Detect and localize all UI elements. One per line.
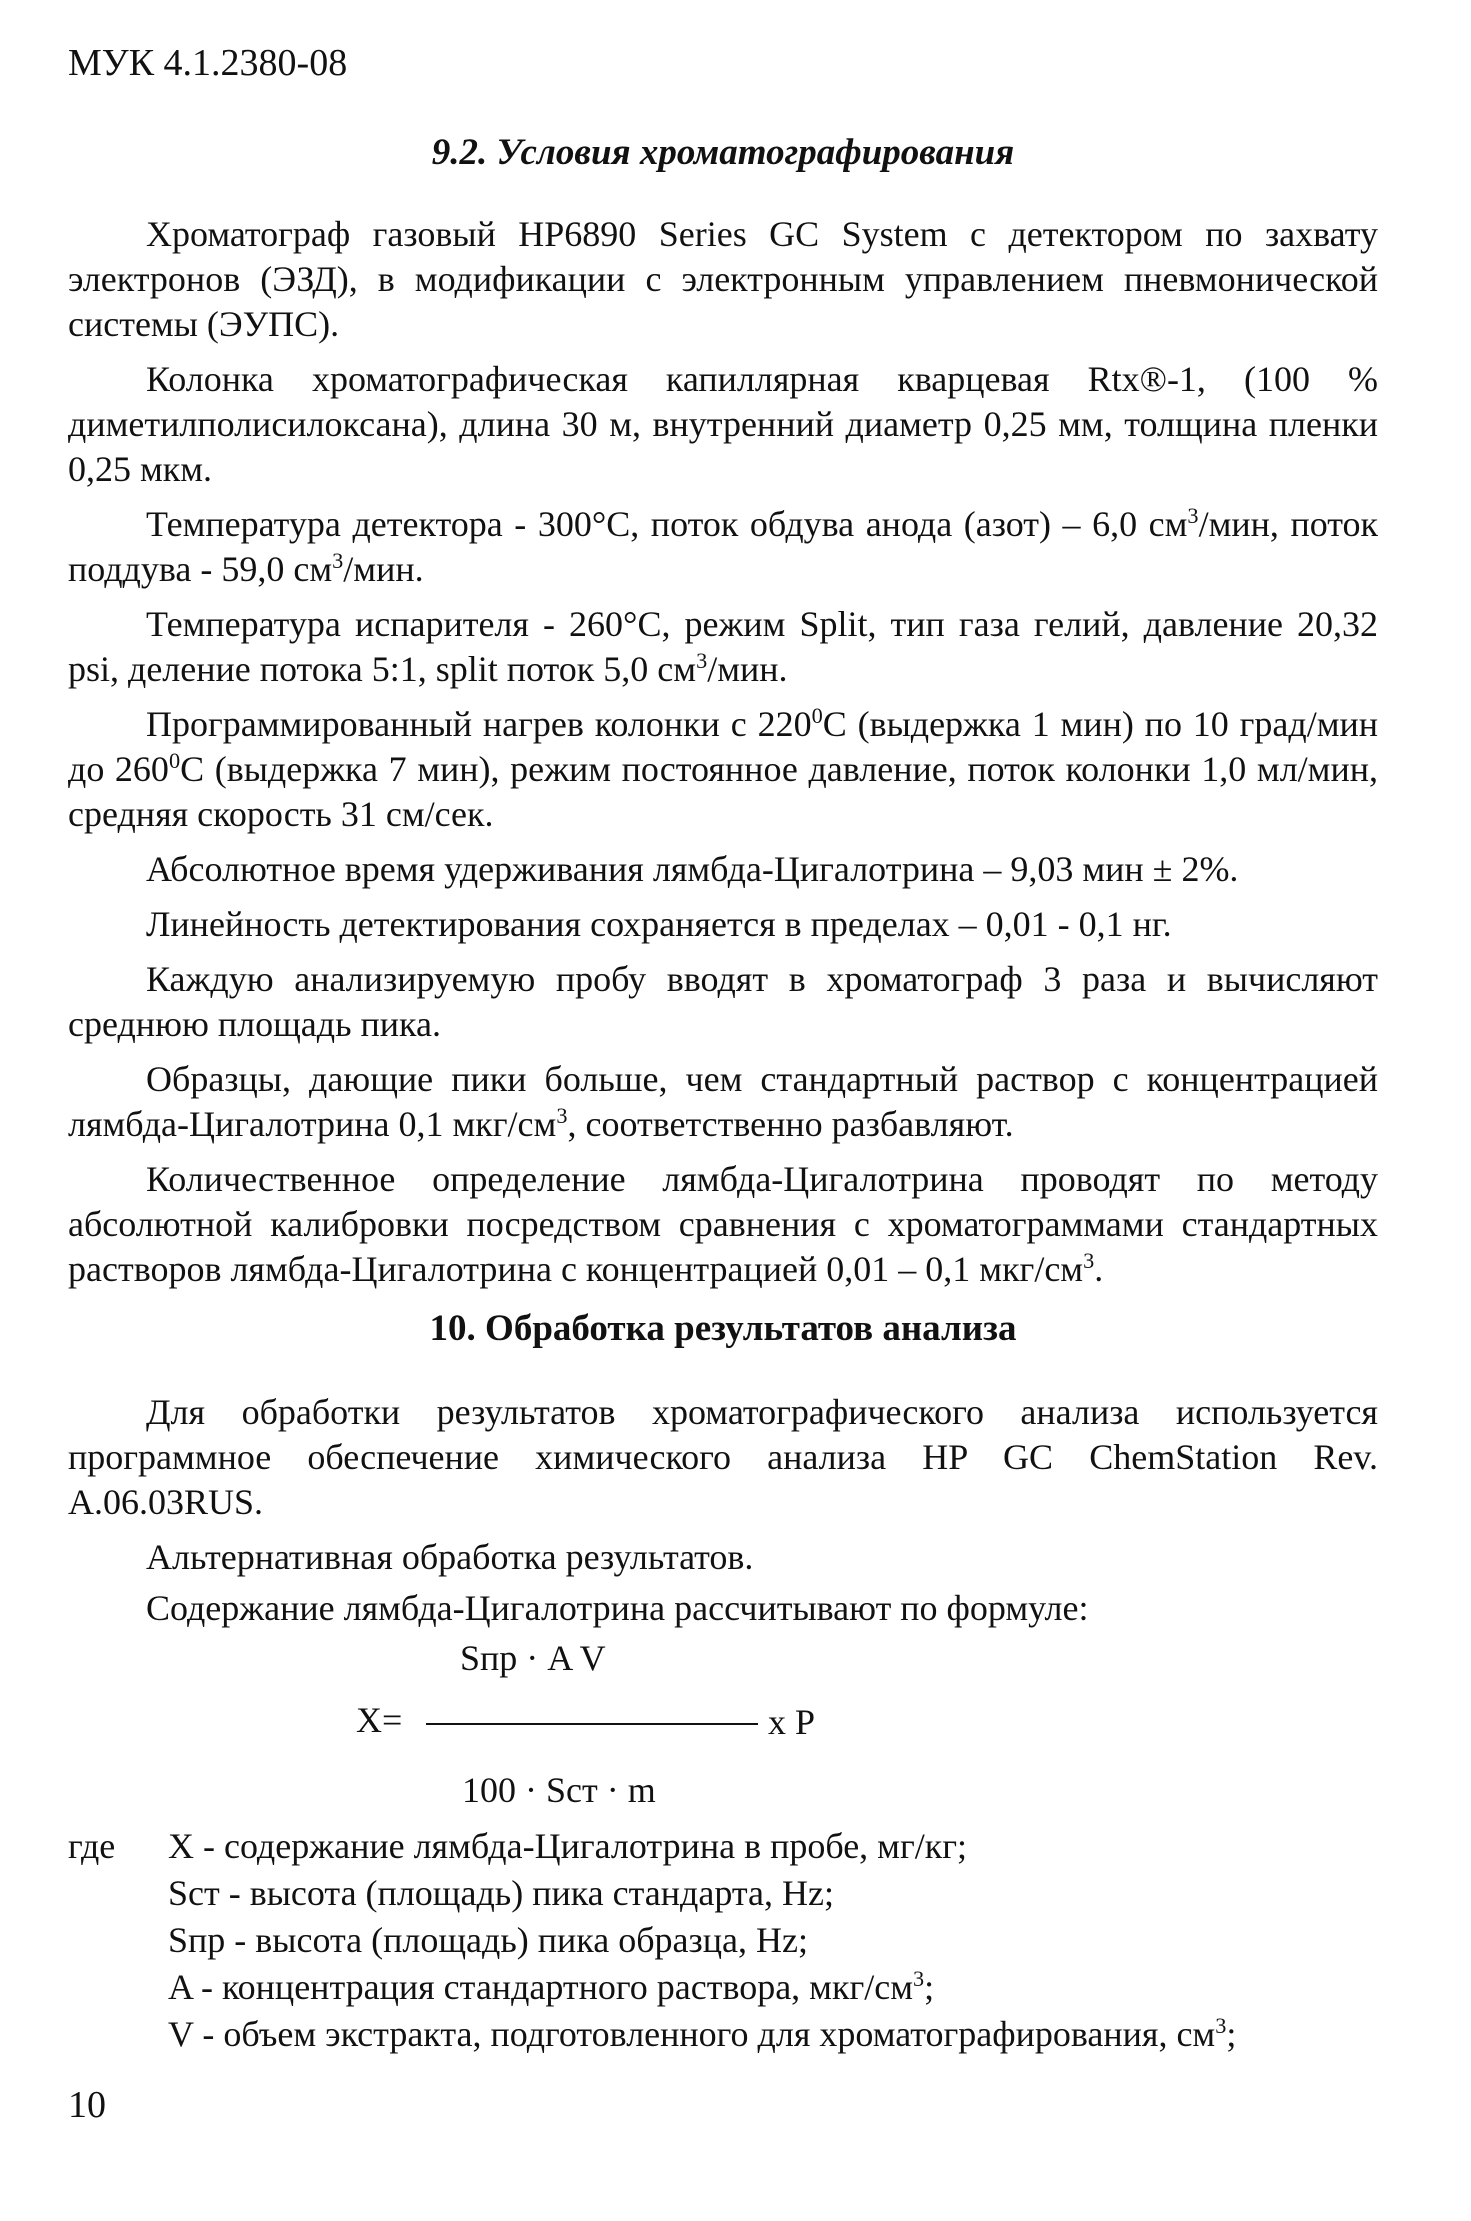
text-segment: A - концентрация стандартного раствора, мкг/см	[168, 1967, 913, 2007]
paragraph-chromatograph: Хроматограф газовый HP6890 Series GC System с детектором по захвату электронов (ЭЗД), в модификации с электронным управлением пневмонической системы (ЭУПС).	[68, 214, 1378, 344]
paragraph-detector-temperature	[68, 502, 1378, 592]
section-9-2-title: 9.2. Условия хроматографирования	[431, 132, 1015, 173]
paragraph-retention-time: Абсолютное время удерживания лямбда-Цигалотрина – 9,03 мин ± 2%.	[146, 849, 1239, 889]
text-segment: /мин, поток поддува - 59,0 см	[68, 504, 1378, 589]
definition-item	[168, 1964, 1378, 2011]
formula-numerator: Sпр · A V	[460, 1638, 606, 1678]
superscript: 3	[696, 648, 708, 673]
definition-item: Sпр - высота (площадь) пика образца, Hz;	[168, 1920, 808, 1960]
definition-item	[168, 2011, 1378, 2058]
document-page	[68, 40, 1378, 2058]
document-code-header: МУК 4.1.2380-08	[68, 42, 348, 84]
formula-lhs: X=	[356, 1700, 403, 1740]
text-segment: V - объем экстракта, подготовленного для хроматографирования, см	[168, 2014, 1216, 2054]
superscript: 3	[556, 1103, 568, 1128]
formula-denominator: 100 · Sст · m	[462, 1770, 656, 1810]
variable-definitions	[68, 1823, 1378, 2058]
text-segment: ;	[924, 1967, 935, 2007]
text-segment: Количественное определение лямбда-Цигалотрина проводят по методу абсолютной калибровки посредством сравнения с хроматограммами стандартных растворов лямбда-Цигалотрина с концентрацией 0,01 – 0,1 мкг/см	[68, 1159, 1378, 1289]
fraction-bar	[426, 1723, 758, 1725]
text-segment: /мин.	[343, 549, 424, 589]
text-segment: ;	[1226, 2014, 1237, 2054]
superscript: 3	[1187, 503, 1199, 528]
section-10-title: 10. Обработка результатов анализа	[429, 1308, 1017, 1349]
definition-item: Sст - высота (площадь) пика стандарта, Hz;	[168, 1873, 834, 1913]
definition-item: X - содержание лямбда-Цигалотрина в пробе, мг/кг;	[168, 1826, 967, 1866]
paragraph-quantification	[68, 1157, 1378, 1292]
formula-multiplier: x P	[768, 1702, 816, 1742]
paragraph-column: Колонка хроматографическая капиллярная кварцевая Rtx®-1, (100 % диметилполисилоксана), длина 30 м, внутренний диаметр 0,25 мм, толщина пленки 0,25 мкм.	[68, 359, 1378, 489]
text-segment: Программированный нагрев колонки с 220	[146, 704, 812, 744]
paragraph-linearity: Линейность детектирования сохраняется в пределах – 0,01 - 0,1 нг.	[146, 904, 1172, 944]
superscript: 3	[912, 1966, 925, 1991]
definition-list	[168, 1823, 1378, 2058]
paragraph-software: Для обработки результатов хроматографического анализа используется программное обеспечение химического анализа HP GC ChemStation Rev. A.06.03RUS.	[68, 1392, 1378, 1522]
text-segment: , соответственно разбавляют.	[567, 1104, 1014, 1144]
page-number: 10	[68, 2084, 106, 2126]
paragraph-evaporator-temperature	[68, 602, 1378, 692]
paragraph-formula-intro: Содержание лямбда-Цигалотрина рассчитывают по формуле:	[146, 1588, 1089, 1628]
text-segment: Температура детектора - 300°C, поток обдува анода (азот) – 6,0 см	[146, 504, 1188, 544]
text-segment: С (выдержка 1 мин) по 10 град/мин до 260	[68, 704, 1379, 789]
text-segment: Образцы, дающие пики больше, чем стандартный раствор с концентрацией лямбда-Цигалотрина 0,1 мкг/см	[68, 1059, 1378, 1144]
paragraph-programmed-heating	[68, 702, 1378, 837]
where-label: где	[68, 1826, 116, 1866]
superscript: 3	[332, 548, 344, 573]
paragraph-injection: Каждую анализируемую пробу вводят в хроматограф 3 раза и вычисляют среднюю площадь пика.	[68, 959, 1378, 1044]
text-segment: С (выдержка 7 мин), режим постоянное давление, поток колонки 1,0 мл/мин, средняя скорость 31 см/сек.	[68, 749, 1378, 834]
superscript: 0	[168, 748, 181, 773]
superscript: 0	[811, 703, 823, 728]
paragraph-dilution	[68, 1057, 1378, 1147]
superscript: 3	[1215, 2013, 1227, 2038]
paragraph-alternative-processing: Альтернативная обработка результатов.	[146, 1537, 754, 1577]
superscript: 3	[1083, 1248, 1095, 1273]
text-segment: .	[1094, 1249, 1104, 1289]
text-segment: /мин.	[707, 649, 788, 689]
text-segment: Температура испарителя - 260°C, режим Split, тип газа гелий, давление 20,32 psi, деление потока 5:1, split поток 5,0 см	[68, 604, 1378, 689]
calculation-formula	[68, 1637, 1378, 1823]
